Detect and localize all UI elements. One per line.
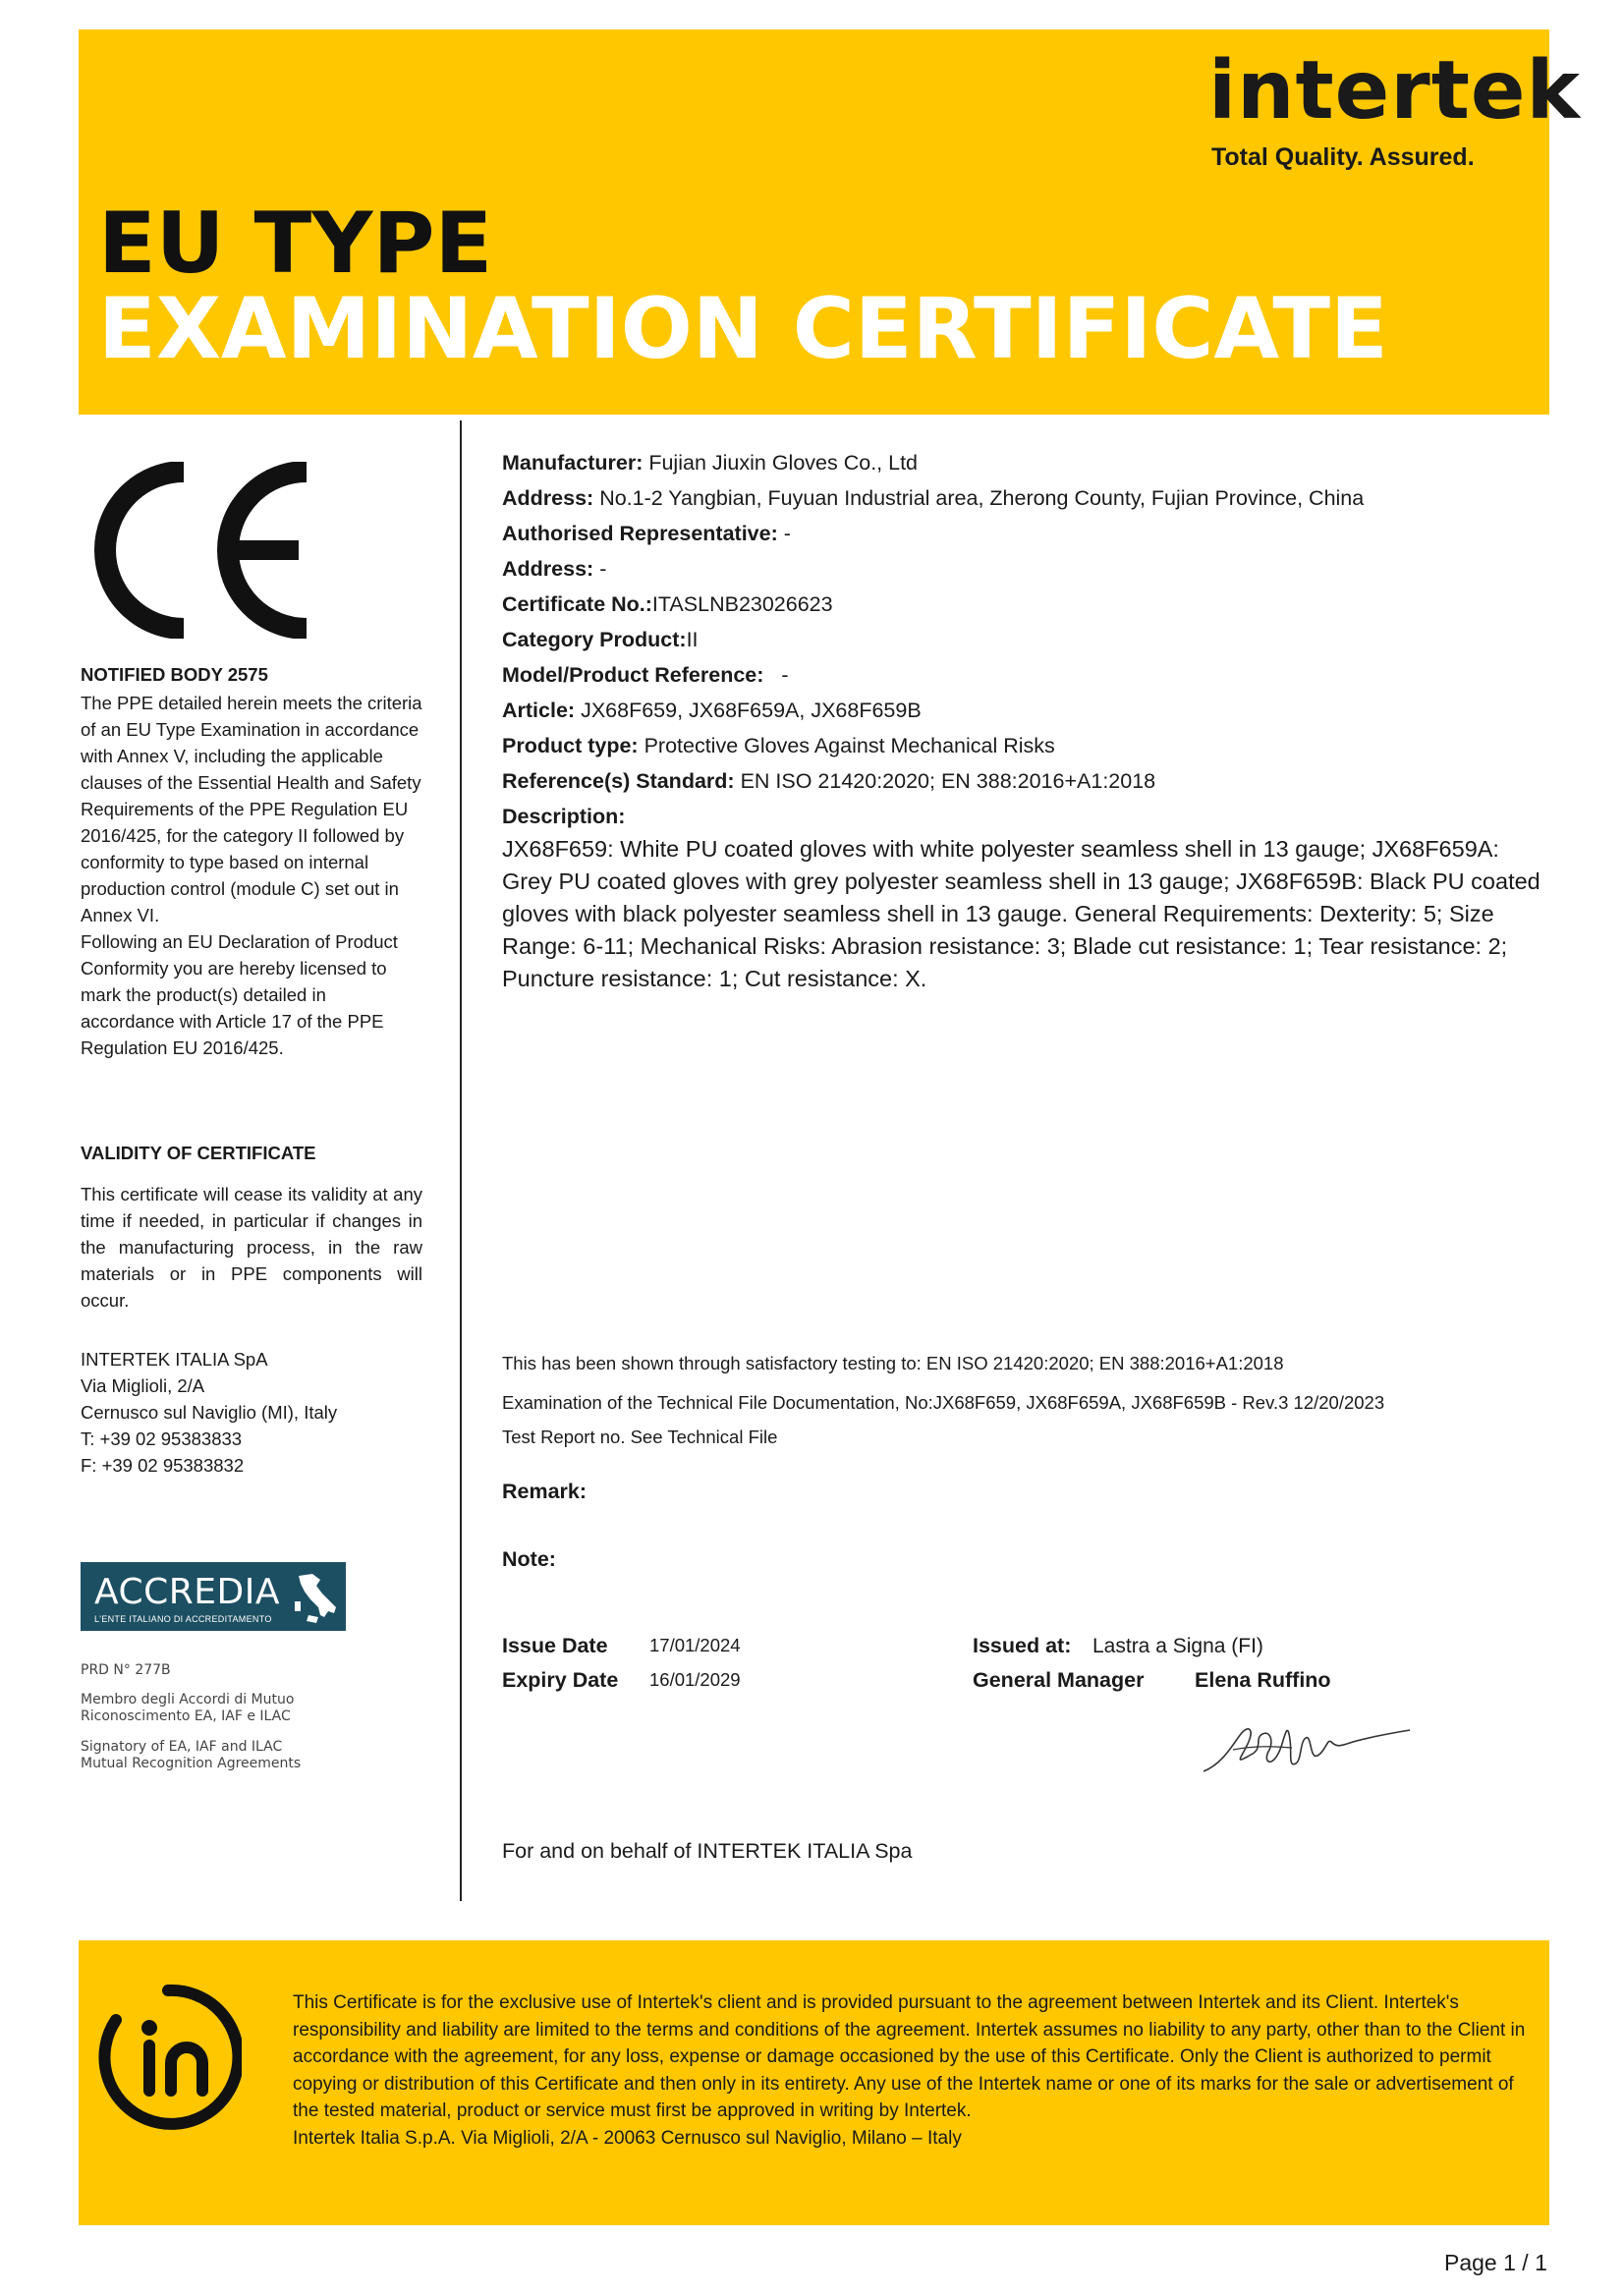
product-type-row xyxy=(502,728,1553,763)
reference-standard-row xyxy=(502,763,1553,799)
address-label: Address: xyxy=(502,486,594,510)
representative-address-label: Address: xyxy=(502,557,594,581)
company-fax: F: +39 02 95383832 xyxy=(81,1455,245,1476)
note-label: Note: xyxy=(502,1547,556,1571)
accredia-subtitle: L'ENTE ITALIANO DI ACCREDITAMENTO xyxy=(94,1614,272,1624)
description-label: Description: xyxy=(502,805,626,828)
certificate-number-row xyxy=(502,587,1553,622)
certificate-title-line1: EU TYPE xyxy=(98,195,493,293)
issue-date-value: 17/01/2024 xyxy=(649,1635,741,1655)
signatory-line: Signatory of EA, IAF and ILAC xyxy=(81,1739,283,1755)
test-report-statement: Test Report no. See Technical File xyxy=(502,1427,778,1447)
validity-heading: VALIDITY OF CERTIFICATE xyxy=(81,1143,316,1163)
manufacturer-label: Manufacturer: xyxy=(502,451,644,475)
article-value: JX68F659, JX68F659A, JX68F659B xyxy=(581,699,922,722)
certificate-number-value: ITASLNB23026623 xyxy=(651,592,833,616)
company-name: INTERTEK ITALIA SpA xyxy=(81,1349,268,1370)
authorised-representative-row xyxy=(502,516,1553,551)
issue-date-label: Issue Date xyxy=(502,1634,608,1657)
product-type-label: Product type: xyxy=(502,734,639,757)
category-row xyxy=(502,622,1553,657)
testing-statement: This has been shown through satisfactory testing to: EN ISO 21420:2020; EN 388:2016+A1:2018 xyxy=(502,1353,1284,1373)
representative-address-value: - xyxy=(599,557,607,581)
description-text: JX68F659: White PU coated gloves with white polyester seamless shell in 13 gauge; JX68F659A: Grey PU coated gloves with grey polyester seamless shell in 13 gauge; JX68F659B: Black PU coated gloves with black polyester seamless shell in 13 gauge. General Requirements: Dexterity: 5; Size Range: 6-11; Mechanical Risks: Abrasion resistance: 3; Blade cut resistance: 1; Tear resistance: 2; Puncture resistance: 1; Cut resistance: X. xyxy=(502,836,1540,991)
manufacturer-value: Fujian Jiuxin Gloves Co., Ltd xyxy=(648,451,918,475)
intertek-italia-address xyxy=(81,1346,422,1479)
accredia-name: ACCREDIA xyxy=(94,1572,280,1612)
company-phone: T: +39 02 95383833 xyxy=(81,1428,243,1449)
company-street: Via Miglioli, 2/A xyxy=(81,1375,205,1396)
address-value: No.1-2 Yangbian, Fuyuan Industrial area, Zherong County, Fujian Province, China xyxy=(599,486,1365,510)
general-manager-label: General Manager xyxy=(973,1668,1145,1692)
signatory-note xyxy=(81,1739,405,1772)
footer-address: Intertek Italia S.p.A. Via Miglioli, 2/A - 20063 Cernusco sul Naviglio, Milano – Italy xyxy=(293,2127,962,2149)
authorised-representative-value: - xyxy=(783,522,791,545)
page-number: Page 1 / 1 xyxy=(1444,2250,1547,2275)
reference-standard-label: Reference(s) Standard: xyxy=(502,769,735,793)
signatory-line: Mutual Recognition Agreements xyxy=(81,1756,302,1771)
membro-note xyxy=(81,1692,405,1725)
handwritten-signature xyxy=(1194,1695,1429,1788)
column-divider xyxy=(460,420,462,1901)
footer-disclaimer xyxy=(293,1989,1539,2152)
remark-label: Remark: xyxy=(502,1480,588,1503)
issued-at-label: Issued at: xyxy=(973,1634,1072,1657)
model-reference-row xyxy=(502,657,1553,693)
address-row xyxy=(502,480,1553,516)
model-reference-value: - xyxy=(781,663,789,687)
company-city: Cernusco sul Naviglio (MI), Italy xyxy=(81,1402,338,1423)
certificate-number-label: Certificate No.: xyxy=(502,592,652,616)
validity-text: This certificate will cease its validity at any time if needed, in particular if changes in the manufacturing process, in the raw materials or in PPE components will occur. xyxy=(81,1184,422,1311)
authorised-representative-label: Authorised Representative: xyxy=(502,522,778,545)
ce-mark-icon xyxy=(81,462,316,639)
representative-address-row xyxy=(502,551,1553,587)
article-label: Article: xyxy=(502,699,576,722)
intertek-in-logo-icon xyxy=(94,1981,242,2134)
signer-name: Elena Ruffino xyxy=(1195,1668,1331,1692)
article-row xyxy=(502,693,1553,728)
description-row xyxy=(502,799,1553,834)
prd-number: PRD N° 277B xyxy=(81,1662,171,1678)
notified-body-text xyxy=(81,690,422,1061)
membro-line: Riconoscimento EA, IAF e ILAC xyxy=(81,1708,291,1724)
expiry-date-label: Expiry Date xyxy=(502,1668,619,1692)
behalf-line: For and on behalf of INTERTEK ITALIA Spa xyxy=(502,1839,913,1863)
model-reference-label: Model/Product Reference: xyxy=(502,663,764,687)
italy-map-icon xyxy=(291,1572,342,1627)
declaration-paragraph: Following an EU Declaration of Product Conformity you are hereby licensed to mark the product(s) detailed in accordance with Article 17 of the PPE Regulation EU 2016/425. xyxy=(81,931,398,1058)
expiry-date-value: 16/01/2029 xyxy=(649,1669,741,1690)
membro-line: Membro degli Accordi di Mutuo xyxy=(81,1692,295,1707)
notified-body-paragraph: The PPE detailed herein meets the criteria of an EU Type Examination in accordance with Annex V, including the applicable clauses of the Essential Health and Safety Requirements of the PPE Regulation EU 2016/425, for the category II followed by conformity to type based on internal production control (module C) set out in Annex VI. xyxy=(81,693,422,925)
product-type-value: Protective Gloves Against Mechanical Risks xyxy=(644,734,1055,757)
intertek-logo: intertek xyxy=(1208,44,1582,138)
reference-standard-value: EN ISO 21420:2020; EN 388:2016+A1:2018 xyxy=(740,769,1156,793)
disclaimer-text: This Certificate is for the exclusive use of Intertek's client and is provided pursuant to the agreement between Intertek and its Client. Intertek's responsibility and liability are limited to the terms and conditions of the agreement. Intertek assumes no liability to any party, other than to the Client in accordance with the agreement, for any loss, expense or damage occasioned by the use of this Certificate. Only the Client is authorized to permit copying or distribution of this Certificate and then only in its entirety. Any use of the Intertek name or one of its marks for the sale or advertisement of the tested material, product or service must first be approved in writing by Intertek. xyxy=(293,1992,1526,2121)
technical-file-statement: Examination of the Technical File Documentation, No:JX68F659, JX68F659A, JX68F659B - Rev.3 12/20/2023 xyxy=(502,1392,1385,1413)
category-label: Category Product: xyxy=(502,628,687,651)
notified-body-heading: NOTIFIED BODY 2575 xyxy=(81,664,268,685)
certificate-title-line2: EXAMINATION CERTIFICATE xyxy=(98,280,1388,378)
manufacturer-row xyxy=(502,445,1553,480)
brand-tagline: Total Quality. Assured. xyxy=(1211,143,1475,171)
issued-at-value: Lastra a Signa (FI) xyxy=(1092,1635,1263,1657)
category-value: II xyxy=(686,628,699,651)
